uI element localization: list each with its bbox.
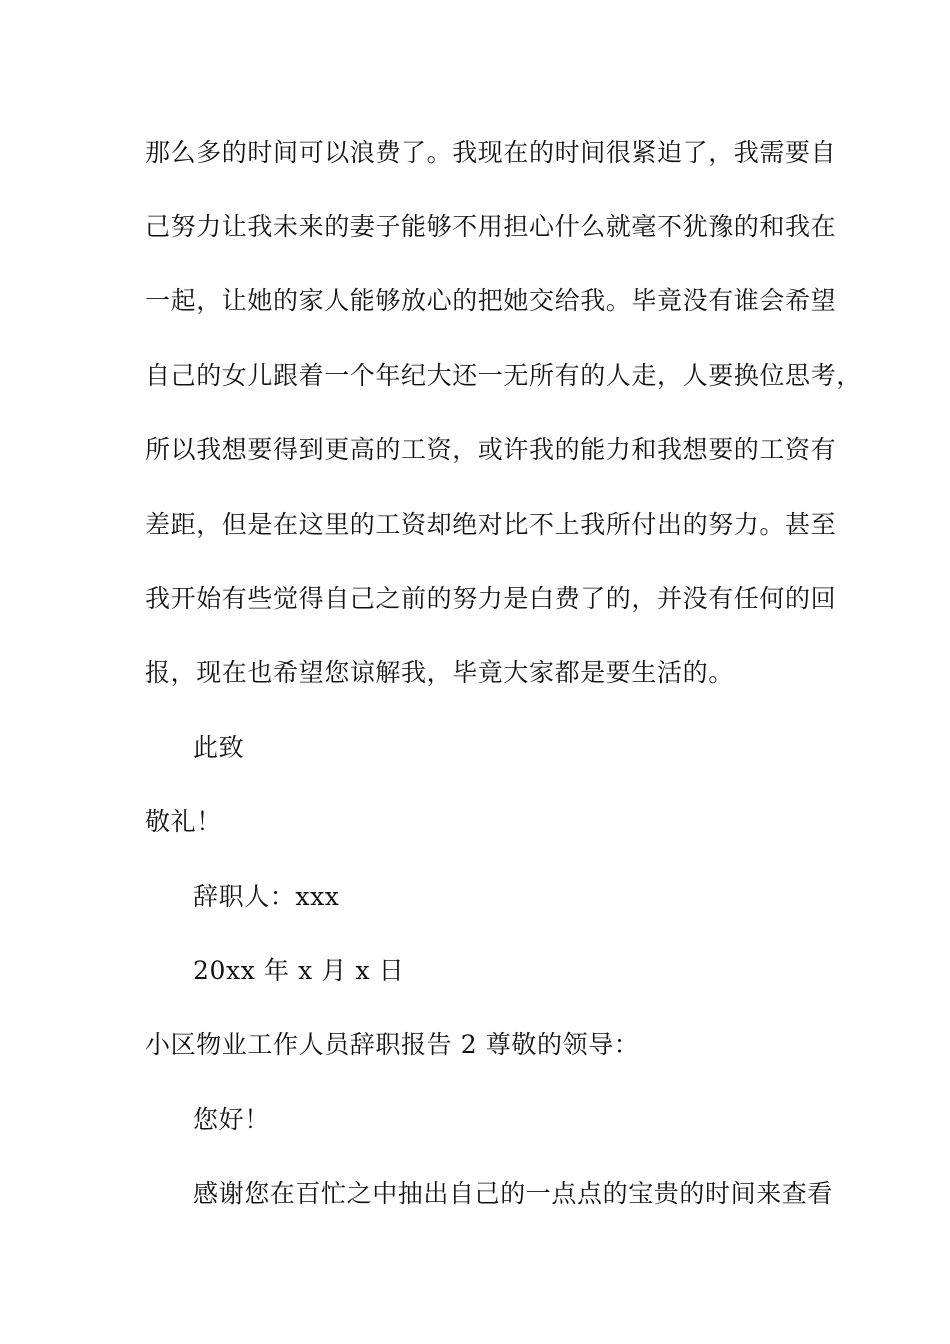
body-line: 我开始有些觉得自己之前的努力是白费了的，并没有任何的回 [145,584,837,613]
signature-text: 辞职人：xxx [193,882,340,911]
body-line: 报，现在也希望您谅解我，毕竟大家都是要生活的。 [145,658,734,687]
body-line: 己努力让我未来的妻子能够不用担心什么就毫不犹豫的和我在 [145,212,837,241]
greeting-text: 您好！ [193,1105,270,1134]
body-line: 一起，让她的家人能够放心的把她交给我。毕竟没有谁会希望 [145,286,837,315]
body-line: 差距，但是在这里的工资却绝对比不上我所付出的努力。甚至 [145,510,837,539]
body-line: 那么多的时间可以浪费了。我现在的时间很紧迫了，我需要自 [145,138,837,167]
section-title: 小区物业工作人员辞职报告 2 尊敬的领导： [145,1030,640,1059]
date-text: 20xx 年 x 月 x 日 [193,956,405,985]
body-line: 自己的女儿跟着一个年纪大还一无所有的人走，人要换位思考， [145,361,862,390]
closing-text: 此致 [193,733,245,762]
salute-text: 敬礼！ [145,807,222,836]
body-line: 所以我想要得到更高的工资，或许我的能力和我想要的工资有 [145,435,837,464]
body-line: 感谢您在百忙之中抽出自己的一点点的宝贵的时间来查看 [193,1179,834,1208]
